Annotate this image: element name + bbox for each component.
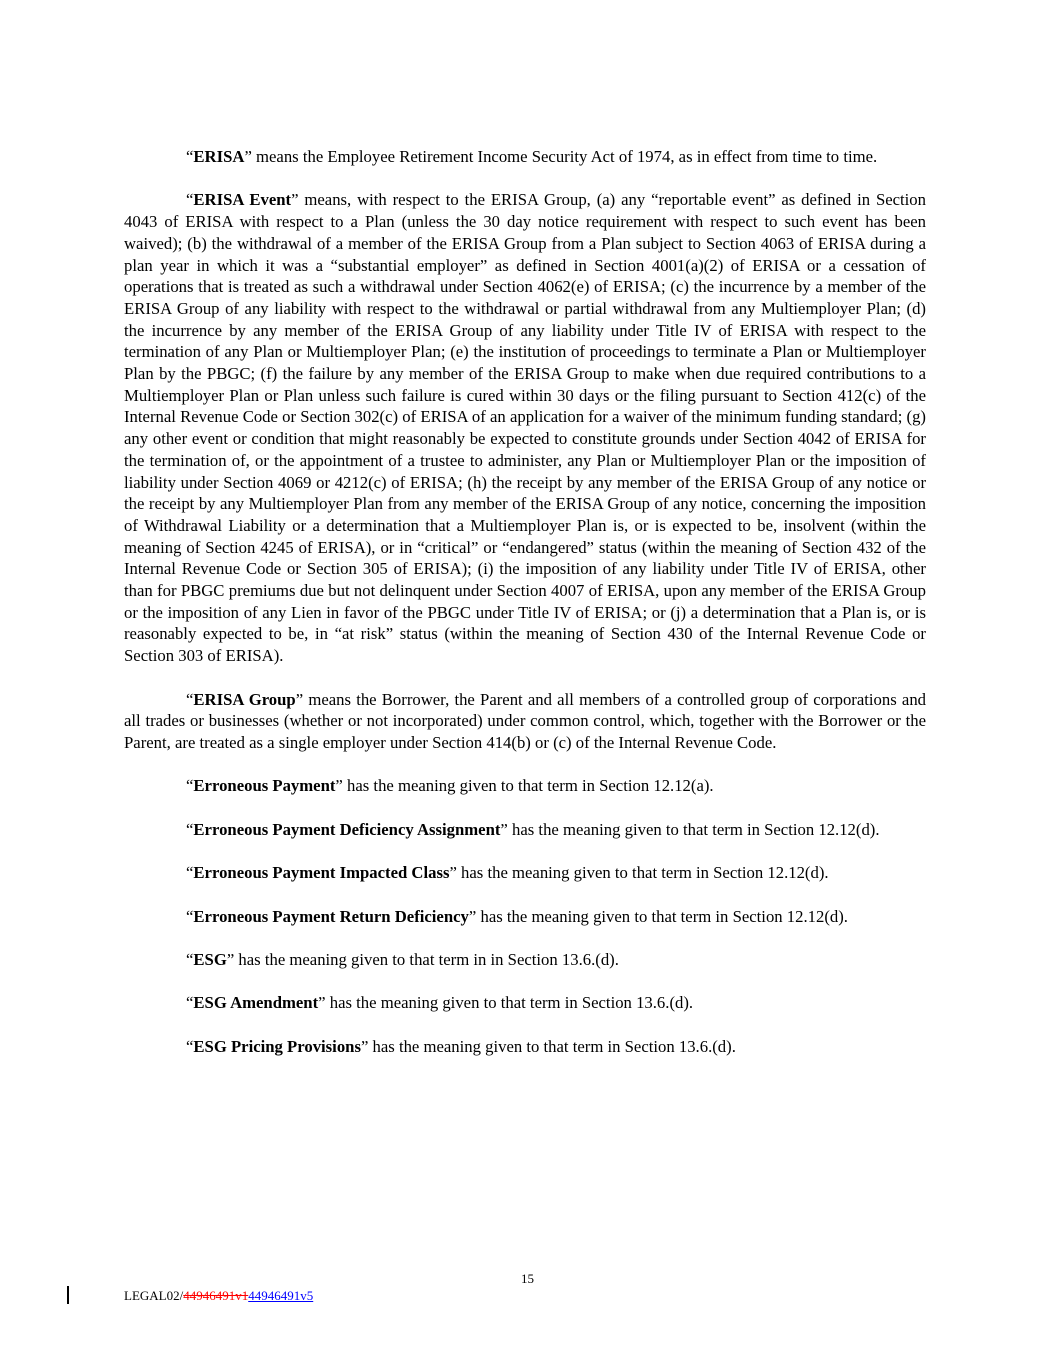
deleted-reference: 44946491v1: [183, 1288, 249, 1303]
defined-term: ERISA Event: [193, 190, 292, 210]
defined-term: Erroneous Payment Deficiency Assignment: [193, 819, 501, 839]
definition-erroneous-payment-impacted-class: “Erroneous Payment Impacted Class” has the meaning given to that term in Section 12.12(d).: [186, 863, 829, 883]
defined-term: ESG Pricing Provisions: [193, 1036, 361, 1056]
reference-prefix: LEGAL02/: [124, 1288, 184, 1303]
page-number: 15: [521, 1271, 534, 1286]
definition-text: has the meaning given to that term in in Section 13.6.(d).: [234, 949, 619, 969]
definition-text: has the meaning given to that term in Section 12.12(a).: [342, 776, 714, 796]
document-reference: [124, 1288, 313, 1304]
defined-term: ESG: [193, 949, 227, 969]
definition-esg-pricing-provisions: “ESG Pricing Provisions” has the meaning given to that term in Section 13.6.(d).: [186, 1036, 736, 1056]
definition-erisa-event: “ERISA Event” means, with respect to the ERISA Group, (a) any “reportable event” as defined in Section 4043 of ERISA with respect to a Plan (unless the 30 day notice requirement with respect to such event has been waived); (b) the withdrawal of a member of the ERISA Group from a Plan subject to Section 4063 of ERISA during a plan year in which it was a “substantial employer” as defined in Section 4001(a)(2) of ERISA or a cessation of operations that is treated as such a withdrawal under Section 4062(e) of ERISA; (c) the incurrence by a member of the ERISA Group of any liability with respect to the withdrawal or partial withdrawal from any Multiemployer Plan; (d) the incurrence by any member of the ERISA Group of any liability under Title IV of ERISA with respect to the termination of any Plan or Multiemployer Plan; (e) the institution of proceedings to terminate a Plan or Multiemployer Plan by the PBGC; (f) the failure by any member of the ERISA Group to make when due required contributions to a Multiemployer Plan or Plan unless such failure is cured within 30 days or the filing pursuant to Section 412(c) of the Internal Revenue Code or Section 302(c) of ERISA of an application for a waiver of the minimum funding standard; (g) any other event or condition that might reasonably be expected to constitute grounds under Section 4042 of ERISA for the termination of, or the appointment of a trustee to administer, any Plan or Multiemployer Plan or the imposition of liability under Section 4069 or 4212(c) of ERISA; (h) the receipt by any member of the ERISA Group of any notice or the receipt by any Multiemployer Plan from any member of the ERISA Group of any notice, concerning the imposition of Withdrawal Liability or a determination that a Multiemployer Plan is, or is expected to be, insolvent (within the meaning of Section 4245 of ERISA), or in “critical” or “endangered” status (within the meaning of Section 432 of the Internal Revenue Code or Section 305 of ERISA); (i) the imposition of any liability under Title IV of ERISA, other than for PBGC premiums due but not delinquent under Section 4007 of ERISA, upon any member of the ERISA Group or the imposition of any Lien in favor of the PBGC under Title IV of ERISA; or (j) a determination that a Plan is, or is reasonably expected to be, in “at risk” status (within the meaning of Section 430 of the Internal Revenue Code or Section 303 of ERISA).: [124, 190, 926, 666]
definition-erroneous-payment: “Erroneous Payment” has the meaning given to that term in Section 12.12(a).: [186, 776, 714, 796]
revision-change-bar: [67, 1286, 69, 1304]
definition-erroneous-payment-deficiency-assignment: “Erroneous Payment Deficiency Assignment” has the meaning given to that term in Section 12.12(d).: [186, 819, 880, 839]
definition-erisa-group: “ERISA Group” means the Borrower, the Parent and all members of a controlled group of corporations and all trades or businesses (whether or not incorporated) under common control, which, together with the Borrower or the Parent, are treated as a single employer under Section 414(b) or (c) of the Internal Revenue Code.: [124, 689, 927, 752]
definition-esg-amendment: “ESG Amendment” has the meaning given to that term in Section 13.6.(d).: [186, 993, 694, 1013]
defined-term: ERISA: [193, 147, 245, 166]
inserted-reference: 44946491v5: [248, 1288, 314, 1303]
defined-term: Erroneous Payment: [193, 776, 336, 796]
definition-text: has the meaning given to that term in Section 13.6.(d).: [325, 993, 694, 1013]
definition-text: has the meaning given to that term in Section 12.12(d).: [507, 819, 880, 839]
definition-erroneous-payment-return-deficiency: “Erroneous Payment Return Deficiency” has the meaning given to that term in Section 12.12(d).: [186, 906, 848, 926]
defined-term: Erroneous Payment Return Deficiency: [193, 906, 469, 926]
definition-erisa: “ERISA” means the Employee Retirement Income Security Act of 1974, as in effect from time to time.: [186, 147, 878, 166]
definition-text: means the Borrower, the Parent and all members of a controlled group of corporations and all trades or businesses (whether or not incorporated) under common control, which, together with the Borrower or the Parent, are treated as a single employer under Section 414(b) or (c) of the Internal Revenue Code.: [124, 689, 927, 752]
definition-text: has the meaning given to that term in Section 12.12(d).: [476, 906, 848, 926]
definition-esg: “ESG” has the meaning given to that term in in Section 13.6.(d).: [186, 949, 619, 969]
definition-text: has the meaning given to that term in Section 13.6.(d).: [368, 1036, 736, 1056]
defined-term: ERISA Group: [193, 689, 296, 709]
definition-text: means, with respect to the ERISA Group, (a) any “reportable event” as defined in Section 4043 of ERISA with respect to a Plan (unless the 30 day notice requirement with respect to such event has been waived); (b) the withdrawal of a member of the ERISA Group from a Plan subject to Section 4063 of ERISA during a plan year in which it was a “substantial employer” as defined in Section 4001(a)(2) of ERISA or a cessation of operations that is treated as such a withdrawal under Section 4062(e) of ERISA; (c) the incurrence by a member of the ERISA Group of any liability with respect to the withdrawal or partial withdrawal from any Multiemployer Plan; (d) the incurrence by any member of the ERISA Group of any liability under Title IV of ERISA with respect to the termination of any Plan or Multiemployer Plan; (e) the institution of proceedings to terminate a Plan or Multiemployer Plan by the PBGC; (f) the failure by any member of the ERISA Group to make when due required contributions to a Multiemployer Plan or Plan unless such failure is cured within 30 days or the filing pursuant to Section 412(c) of the Internal Revenue Code or Section 302(c) of ERISA of an application for a waiver of the minimum funding standard; (g) any other event or condition that might reasonably be expected to constitute grounds under Section 4042 of ERISA for the termination of, or the appointment of a trustee to administer, any Plan or Multiemployer Plan or the imposition of liability under Section 4069 or 4212(c) of ERISA; (h) the receipt by any member of the ERISA Group of any notice or the receipt by any Multiemployer Plan from any member of the ERISA Group of any notice, concerning the imposition of Withdrawal Liability or a determination that a Multiemployer Plan is, or is expected to be, insolvent (within the meaning of Section 4245 of ERISA), or in “critical” or “endangered” status (within the meaning of Section 432 of the Internal Revenue Code or Section 305 of ERISA); (i) the imposition of any liability under Title IV of ERISA, other than for PBGC premiums due but not delinquent under Section 4007 of ERISA, upon any member of the ERISA Group or the imposition of any Lien in favor of the PBGC under Title IV of ERISA; or (j) a determination that a Plan is, or is reasonably expected to be, in “at risk” status (within the meaning of Section 430 of the Internal Revenue Code or Section 303 of ERISA).: [124, 190, 926, 666]
definition-text: has the meaning given to that term in Section 12.12(d).: [456, 863, 829, 883]
defined-term: ESG Amendment: [193, 993, 319, 1013]
definition-text: means the Employee Retirement Income Security Act of 1974, as in effect from time to time.: [251, 147, 878, 166]
defined-term: Erroneous Payment Impacted Class: [193, 863, 450, 883]
definitions-list: [124, 146, 926, 1079]
